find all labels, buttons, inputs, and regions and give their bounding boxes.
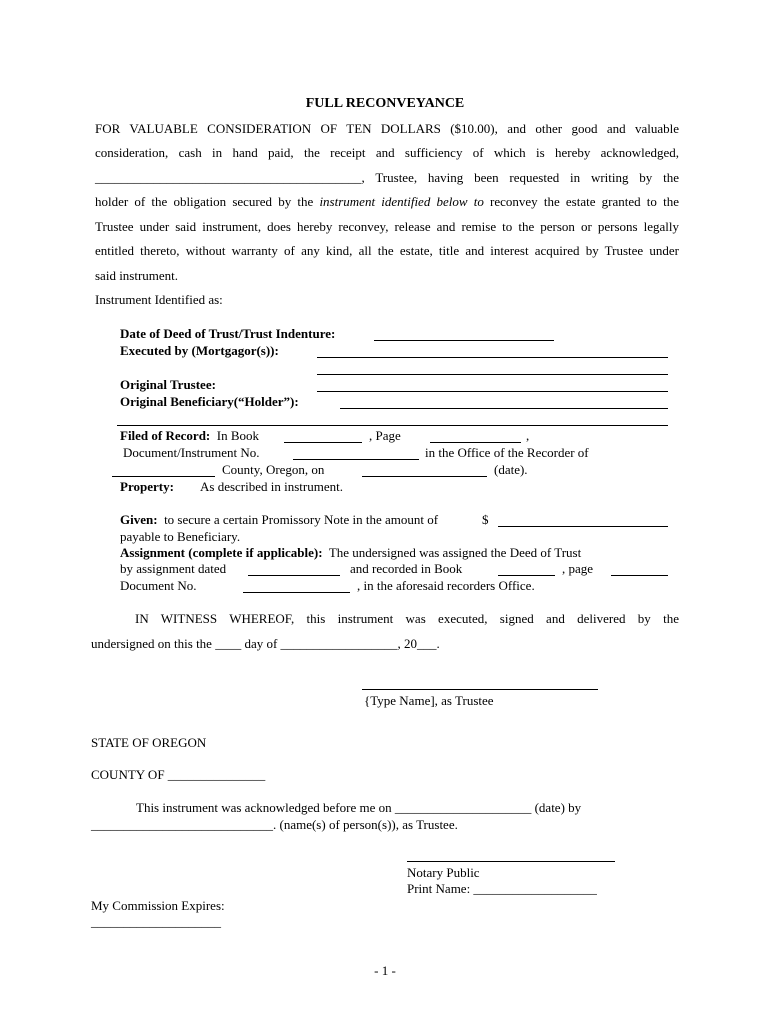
property-value: As described in instrument. <box>200 479 343 494</box>
document-instrument-no-label: Document/Instrument No. <box>123 445 260 460</box>
document-no-label: Document No. <box>120 578 197 593</box>
date-of-deed-blank[interactable] <box>374 340 554 341</box>
aforesaid-office-text: , in the aforesaid recorders Office. <box>357 578 535 593</box>
given-row: Given: to secure a certain Promissory Note in the amount of <box>120 512 439 527</box>
page-blank[interactable] <box>430 442 521 443</box>
witness-line-1: IN WITNESS WHEREOF, this instrument was executed, signed and delivered by the <box>135 611 679 626</box>
note-amount-blank[interactable] <box>498 526 668 527</box>
intro-line-3: _________________________________________, Trustee, having been requested in writing by the <box>95 170 679 185</box>
intro-line-5: Trustee under said instrument, does hereby reconvey, release and remise to the person or persons legally <box>95 219 679 234</box>
county-oregon-label: County, Oregon, on <box>222 462 325 477</box>
assignment-document-no-blank[interactable] <box>243 592 350 593</box>
commission-expires-blank: ____________________ <box>91 914 221 929</box>
trustee-signature-line[interactable] <box>362 689 598 690</box>
county-blank[interactable] <box>112 476 215 477</box>
recorder-office-text: in the Office of the Recorder of <box>425 445 589 460</box>
executed-by-blank-2[interactable] <box>317 374 668 375</box>
record-date-blank[interactable] <box>362 476 487 477</box>
record-date-label: (date). <box>494 462 528 477</box>
original-trustee-label: Original Trustee: <box>120 377 216 392</box>
trustee-name-label: {Type Name], as Trustee <box>364 693 494 708</box>
county-of: COUNTY OF _______________ <box>91 767 266 782</box>
original-beneficiary-label: Original Beneficiary(“Holder”): <box>120 394 299 409</box>
assignment-page-label: , page <box>562 561 594 576</box>
date-of-deed-label: Date of Deed of Trust/Trust Indenture: <box>120 326 336 341</box>
print-name-row: Print Name: ___________________ <box>407 881 597 896</box>
original-trustee-blank[interactable] <box>317 391 668 392</box>
instrument-identified-heading: Instrument Identified as: <box>95 292 223 307</box>
notary-signature-line[interactable] <box>407 861 615 862</box>
payable-to-beneficiary: payable to Beneficiary. <box>120 529 241 544</box>
witness-line-2: undersigned on this the ____ day of __________________, 20___. <box>91 636 440 651</box>
state-of-oregon: STATE OF OREGON <box>91 735 207 750</box>
dollar-sign: $ <box>482 512 489 527</box>
intro-line-4: holder of the obligation secured by the instrument identified below to reconvey the estate granted to the <box>95 194 679 209</box>
page-label: , Page <box>369 428 401 443</box>
book-blank[interactable] <box>284 442 362 443</box>
assignment-book-blank[interactable] <box>498 575 555 576</box>
filed-of-record-row: Filed of Record: In Book <box>120 428 260 443</box>
intro-line-2: consideration, cash in hand paid, the receipt and sufficiency of which is hereby acknowledged, <box>95 145 679 160</box>
by-assignment-label: by assignment dated <box>120 561 227 576</box>
intro-line-7: said instrument. <box>95 268 179 283</box>
assignment-date-blank[interactable] <box>248 575 340 576</box>
document-title: FULL RECONVEYANCE <box>305 96 465 111</box>
acknowledgement-line-1: This instrument was acknowledged before me on _____________________ (date) by <box>136 800 582 815</box>
executed-by-label: Executed by (Mortgagor(s)): <box>120 343 279 358</box>
document-instrument-no-blank[interactable] <box>293 459 419 460</box>
commission-expires-label: My Commission Expires: <box>91 898 225 913</box>
acknowledgement-line-2: ____________________________. (name(s) of person(s)), as Trustee. <box>91 817 458 832</box>
executed-by-blank-1[interactable] <box>317 357 668 358</box>
page-number: - 1 - <box>374 963 396 978</box>
intro-line-1: FOR VALUABLE CONSIDERATION OF TEN DOLLARS ($10.00), and other good and valuable <box>95 121 679 136</box>
property-label: Property: <box>120 479 174 494</box>
notary-public-label: Notary Public <box>407 865 480 880</box>
original-beneficiary-blank[interactable] <box>340 408 668 409</box>
intro-line-6: entitled thereto, without warranty of any kind, all the estate, title and interest acquired by Trustee under <box>95 243 679 258</box>
recorded-in-book-label: and recorded in Book <box>350 561 463 576</box>
assignment-row: Assignment (complete if applicable): The undersigned was assigned the Deed of Trust <box>120 545 582 560</box>
assignment-page-blank[interactable] <box>611 575 668 576</box>
page-comma: , <box>526 428 530 443</box>
section-divider <box>117 425 668 426</box>
